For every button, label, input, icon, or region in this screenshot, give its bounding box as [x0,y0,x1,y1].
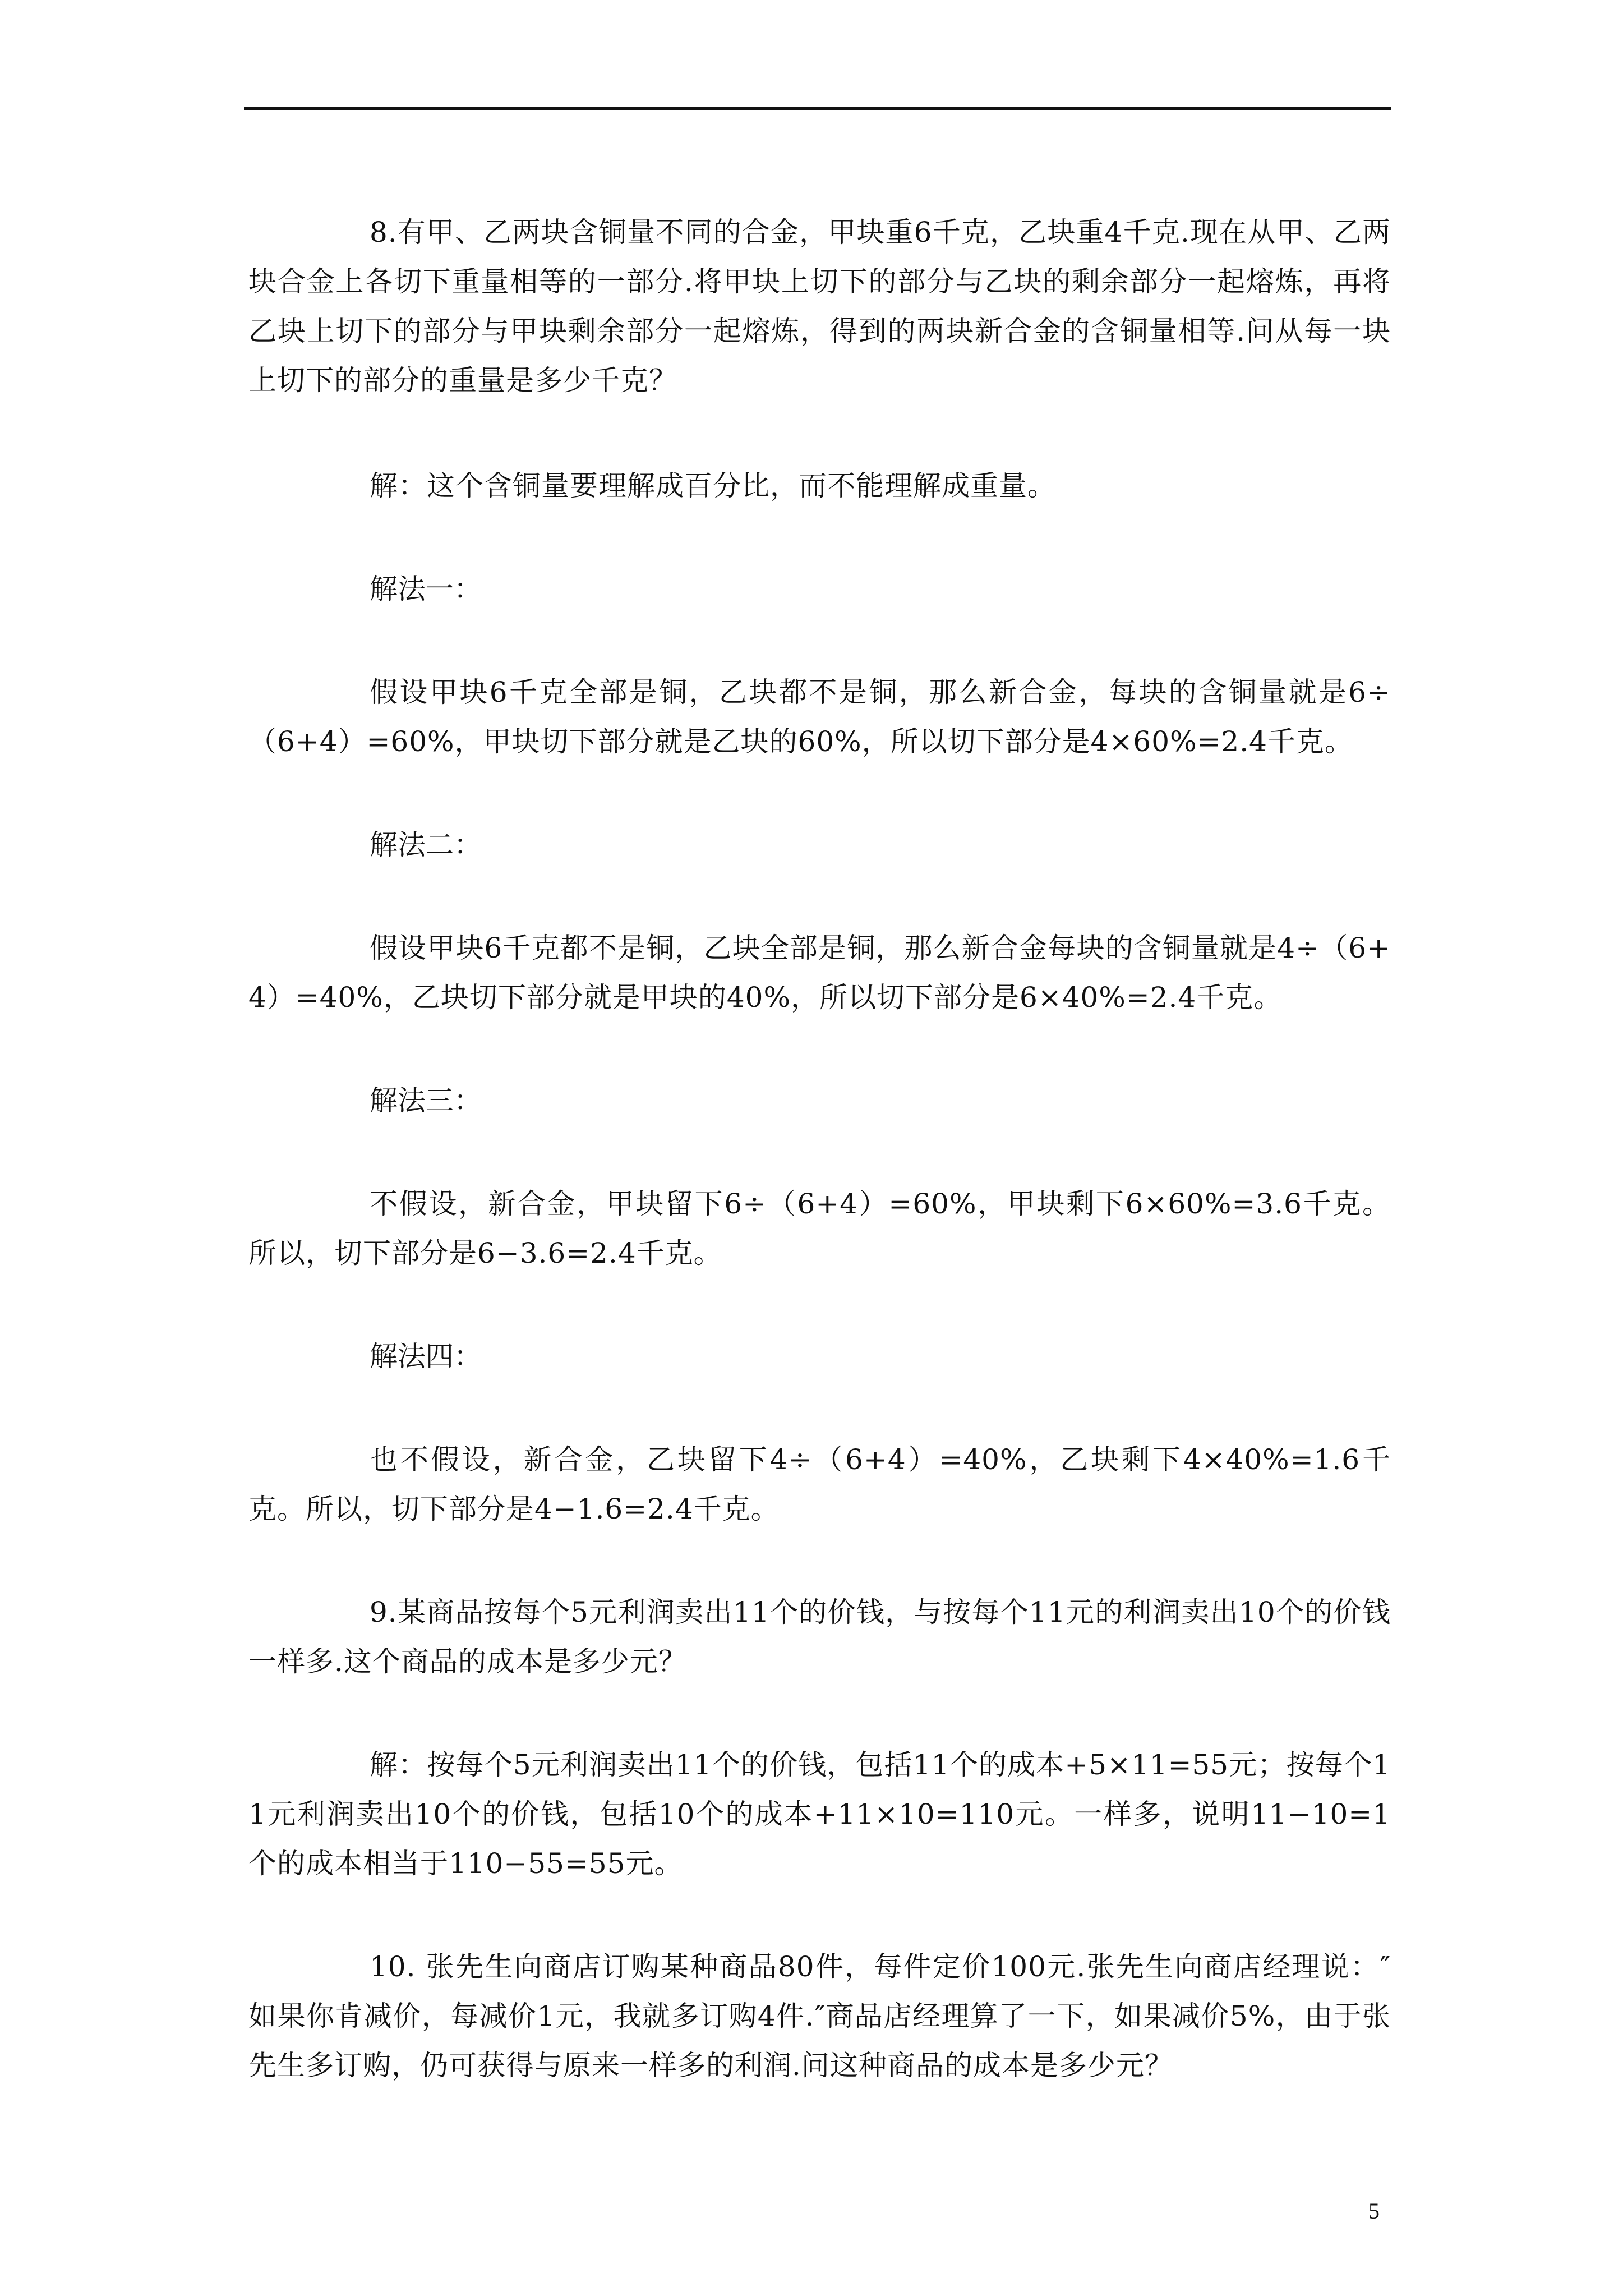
page-content [248,208,1391,2090]
method-3-label: 解法三： [370,1084,482,1117]
problem-8-text: 8.有甲、乙两块含铜量不同的合金，甲块重6千克，乙块重4千克.现在从甲、乙两块合金上各切下重量相等的一部分.将甲块上切下的部分与乙块的剩余部分一起熔炼，再将乙块上切下的部分与甲块剩余部分一起熔炼，得到的两块新合金的含铜量相等.问从每一块上切下的部分的重量是多少千克？ [248,216,1391,397]
problem-9-solution: 解：按每个5元利润卖出11个的价钱，包括11个的成本+5×11=55元；按每个11元利润卖出10个的价钱，包括10个的成本+11×10=110元。一样多，说明11−10=1个的成本相当于110−55=55元。 [248,1749,1391,1880]
method-1-text: 假设甲块6千克全部是铜，乙块都不是铜，那么新合金，每块的含铜量就是6÷（6+4）=60%，甲块切下部分就是乙块的60%，所以切下部分是4×60%=2.4千克。 [248,676,1391,758]
method-4-label: 解法四： [370,1340,482,1373]
method-2-label: 解法二： [370,829,482,861]
page-number: 5 [1368,2198,1380,2224]
method-3-text: 不假设，新合金，甲块留下6÷（6+4）=60%，甲块剩下6×60%=3.6千克。所以，切下部分是6−3.6=2.4千克。 [248,1188,1391,1269]
method-2-text: 假设甲块6千克都不是铜，乙块全部是铜，那么新合金每块的含铜量就是4÷（6+4）=40%，乙块切下部分就是甲块的40%，所以切下部分是6×40%=2.4千克。 [248,932,1391,1014]
method-4-text: 也不假设，新合金，乙块留下4÷（6+4）=40%，乙块剩下4×40%=1.6千克。所以，切下部分是4−1.6=2.4千克。 [248,1443,1391,1525]
method-1-label: 解法一： [370,573,482,605]
problem-10-text: 10. 张先生向商店订购某种商品80件，每件定价100元.张先生向商店经理说：″如果你肯减价，每减价1元，我就多订购4件.″商品店经理算了一下，如果减价5%，由于张先生多订购，仍可获得与原来一样多的利润.问这种商品的成本是多少元？ [248,1950,1391,2082]
problem-8-solution-intro: 解：这个含铜量要理解成百分比，而不能理解成重量。 [370,470,1056,502]
header-rule [244,107,1391,110]
problem-9-text: 9.某商品按每个5元利润卖出11个的价钱，与按每个11元的利润卖出10个的价钱一样多.这个商品的成本是多少元？ [248,1596,1391,1678]
